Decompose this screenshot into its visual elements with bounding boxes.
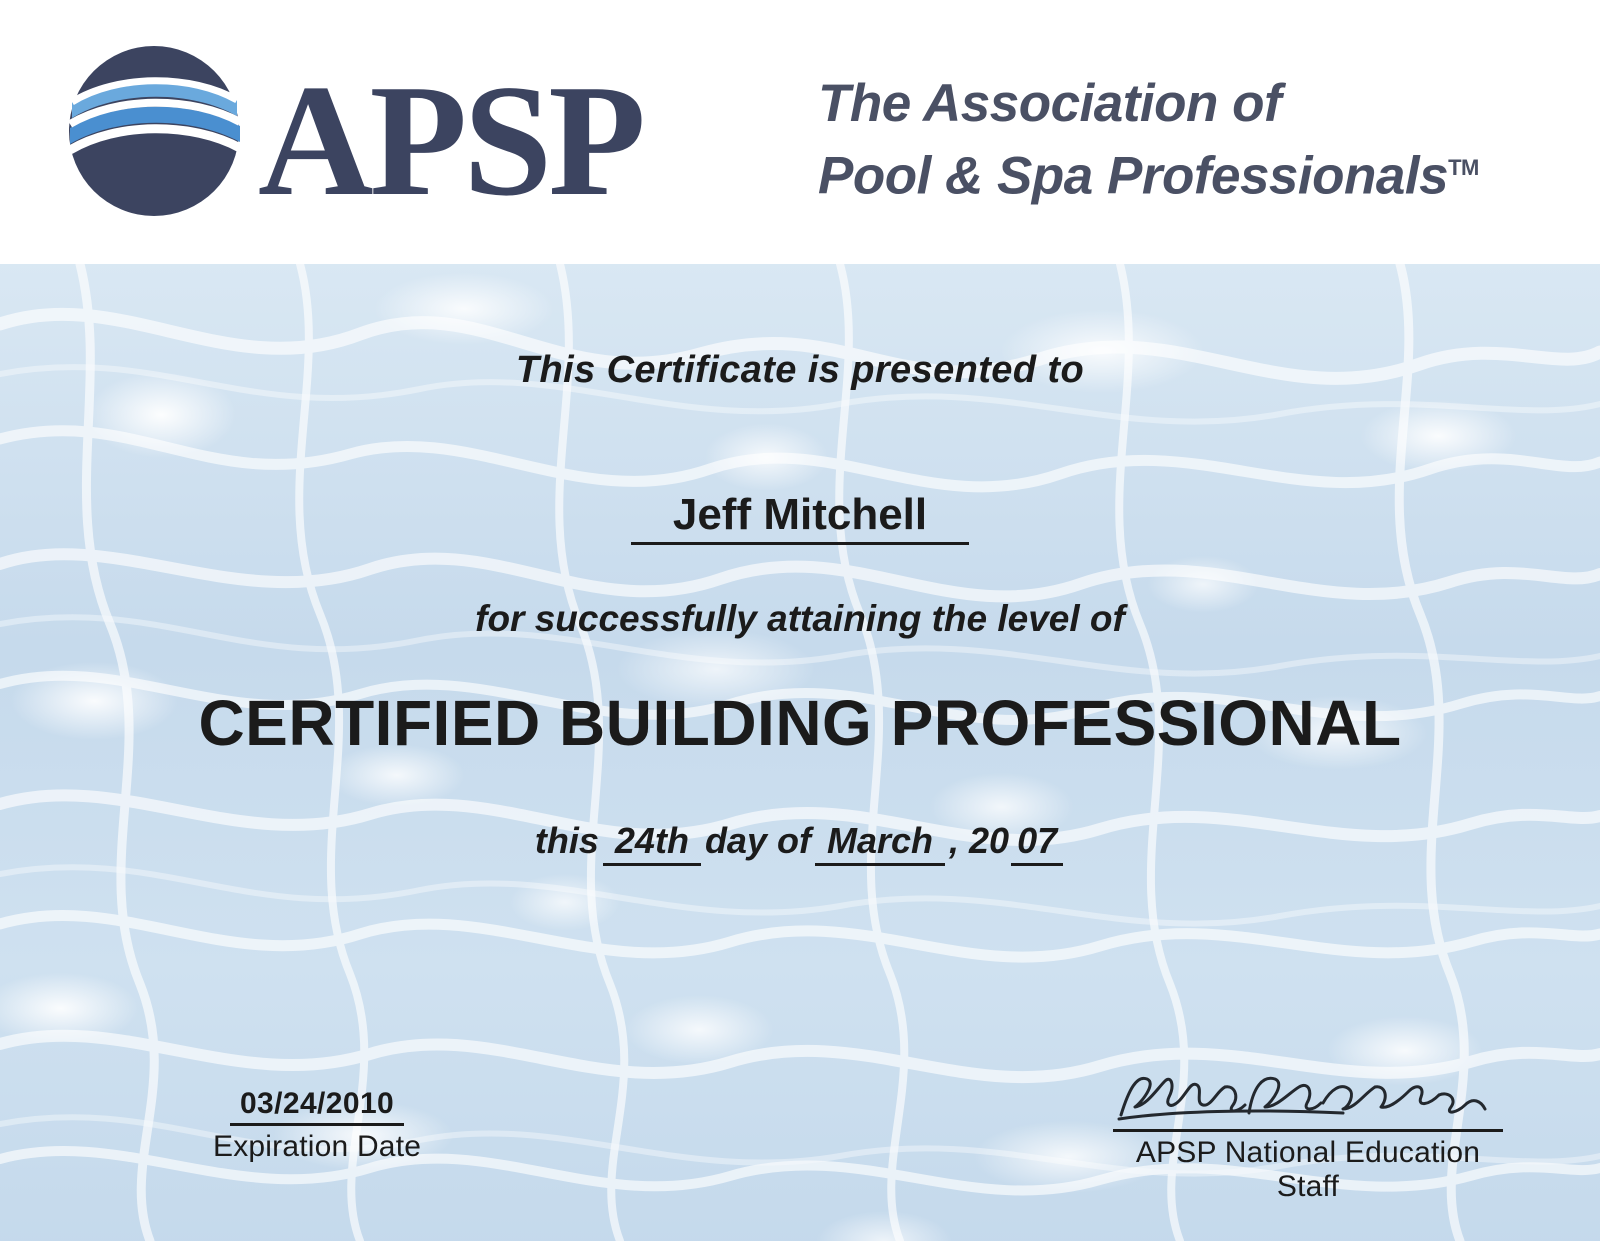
date-middle: day of <box>704 820 811 861</box>
date-prefix: this <box>534 820 599 861</box>
date-line <box>0 820 1600 866</box>
svg-text:APSP: APSP <box>258 51 642 219</box>
signature-mark <box>1113 1069 1503 1129</box>
apsp-logo <box>62 44 802 219</box>
signature-label: APSP National Education Staff <box>1135 1136 1481 1203</box>
date-day: 24th <box>603 820 701 866</box>
association-line-1: The Association of <box>818 74 1282 133</box>
association-line-2: Pool & Spa Professionals <box>818 146 1449 206</box>
award-title: CERTIFIED BUILDING PROFESSIONAL <box>198 687 1402 759</box>
recipient-line <box>0 490 1600 545</box>
expiration-label: Expiration Date <box>213 1130 422 1163</box>
date-month: March <box>815 820 945 866</box>
certificate-content <box>0 264 1600 1241</box>
apsp-logo-svg <box>62 44 802 219</box>
presented-to-line: This Certificate is presented to <box>515 349 1085 391</box>
certificate-header <box>0 0 1600 264</box>
date-century: 20 <box>969 820 1010 861</box>
signature-block <box>1108 1069 1508 1204</box>
date-year-suffix: 07 <box>1011 820 1063 866</box>
level-line: for successfully attaining the level of <box>475 598 1125 639</box>
trademark-symbol: TM <box>1448 155 1479 180</box>
recipient-name: Jeff Mitchell <box>631 490 969 545</box>
expiration-date: 03/24/2010 <box>230 1087 404 1126</box>
association-line-2-wrap <box>818 136 1479 209</box>
certificate-body <box>0 264 1600 1241</box>
association-name <box>818 72 1479 209</box>
signature-rule <box>1113 1129 1503 1132</box>
expiration-block <box>213 1087 421 1164</box>
date-comma: , <box>948 820 959 861</box>
